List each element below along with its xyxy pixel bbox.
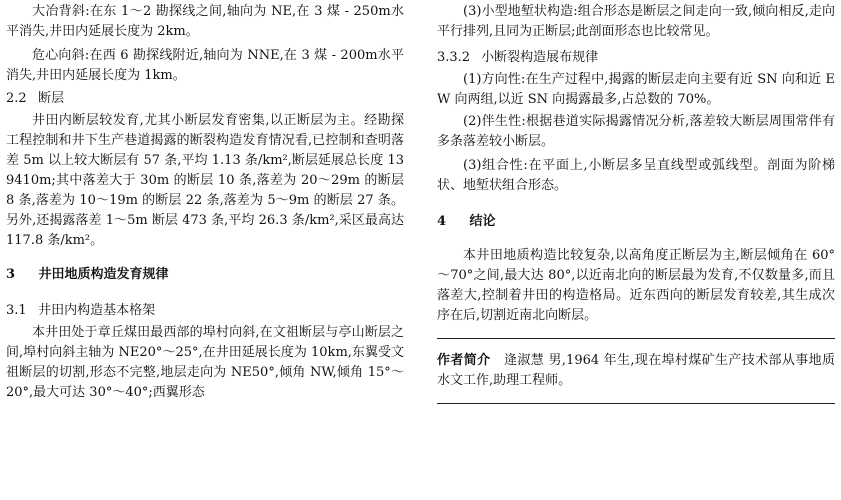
paragraph-combination: (3)组合性:在平面上,小断层多呈直线型或弧线型。剖面为阶梯状、地堑状组合形态。 [437, 158, 835, 193]
section-number: 4 [437, 214, 447, 229]
divider-top [437, 338, 835, 339]
paragraph-associativity: (2)伴生性:根据巷道实际揭露情况分析,落差较大断层周围常伴有多条落差较小断层。 [437, 114, 835, 149]
section-title: 断层 [38, 91, 65, 106]
section-title: 井田地质构造发育规律 [38, 267, 169, 282]
author-bio [437, 351, 835, 391]
section-heading-3 [6, 265, 404, 285]
paragraph-graben-structure: (3)小型地堑状构造:组合形态是断层之间走向一致,倾向相反,走向平行排列,且同为正断层;此剖面形态也比较常见。 [437, 4, 835, 39]
section-number: 3.1 [6, 303, 27, 318]
paragraph-directionality: (1)方向性:在生产过程中,揭露的断层走向主要有近 SN 向和近 EW 向两组,以近 SN 向揭露最多,占总数的 70%。 [437, 72, 835, 107]
section-title: 结论 [469, 214, 496, 229]
paragraph-weixin-syncline: 危心向斜:在西 6 勘探线附近,轴向为 NNE,在 3 煤 - 200m水平消失,井田内延展长度为 1km。 [6, 48, 404, 83]
right-column [437, 0, 835, 404]
section-heading-3-3-2 [437, 48, 835, 68]
section-heading-2-2 [6, 89, 404, 109]
section-title: 小断裂构造展布规律 [481, 50, 599, 65]
author-label: 作者简介 [437, 353, 491, 368]
section-number: 3.3.2 [437, 50, 471, 65]
left-column [6, 0, 404, 403]
divider-bottom [437, 403, 835, 404]
section-number: 3 [6, 267, 16, 282]
section-number: 2.2 [6, 91, 27, 106]
paragraph-conclusion: 本井田地质构造比较复杂,以高角度正断层为主,断层倾角在 60°～70°之间,最大达 80°,以近南北向的断层最为发育,不仅数量多,而且落差大,控制着井田的构造格局。近东西向的断层发育较差,其生成次序在后,切割近南北向断层。 [437, 248, 835, 323]
paragraph-faults: 井田内断层较发育,尤其小断层发育密集,以正断层为主。经勘探工程控制和井下生产巷道揭露的断裂构造发育情况看,已控制和查明落差 5m 以上较大断层有 57 条,平均 1.13 条/km²,断层延展总长度 139410m;其中落差大于 30m 的断层 10 条,落差为 20～29m 的断层 8 条,落差为 10～19m 的断层 22 条,落差为 5～9m 的断层 27 条。另外,还揭露落差 1～5m 断层 473 条,平均 26.3 条/km²,采区最高达 117.8 条/km²。 [6, 113, 404, 248]
section-heading-3-1 [6, 301, 404, 321]
paragraph-structure-framework: 本井田处于章丘煤田最西部的埠村向斜,在文祖断层与亭山断层之间,埠村向斜主轴为 NE20°～25°,在井田延展长度为 10km,东翼受文祖断层的切割,形态不完整,地层走向为 NE50°,倾角 NW,倾角 15°～20°,最大可达 30°～40°;西翼形态 [6, 325, 404, 400]
paragraph-daye-anticline: 大冶背斜:在东 1～2 勘探线之间,轴向为 NE,在 3 煤 - 250m水平消失,井田内延展长度为 2km。 [6, 4, 404, 39]
author-text: 逄淑慧 男,1964 年生,现在埠村煤矿生产技术部从事地质水文工作,助理工程师。 [437, 353, 835, 388]
section-heading-4 [437, 212, 835, 232]
section-title: 井田内构造基本格架 [38, 303, 156, 318]
